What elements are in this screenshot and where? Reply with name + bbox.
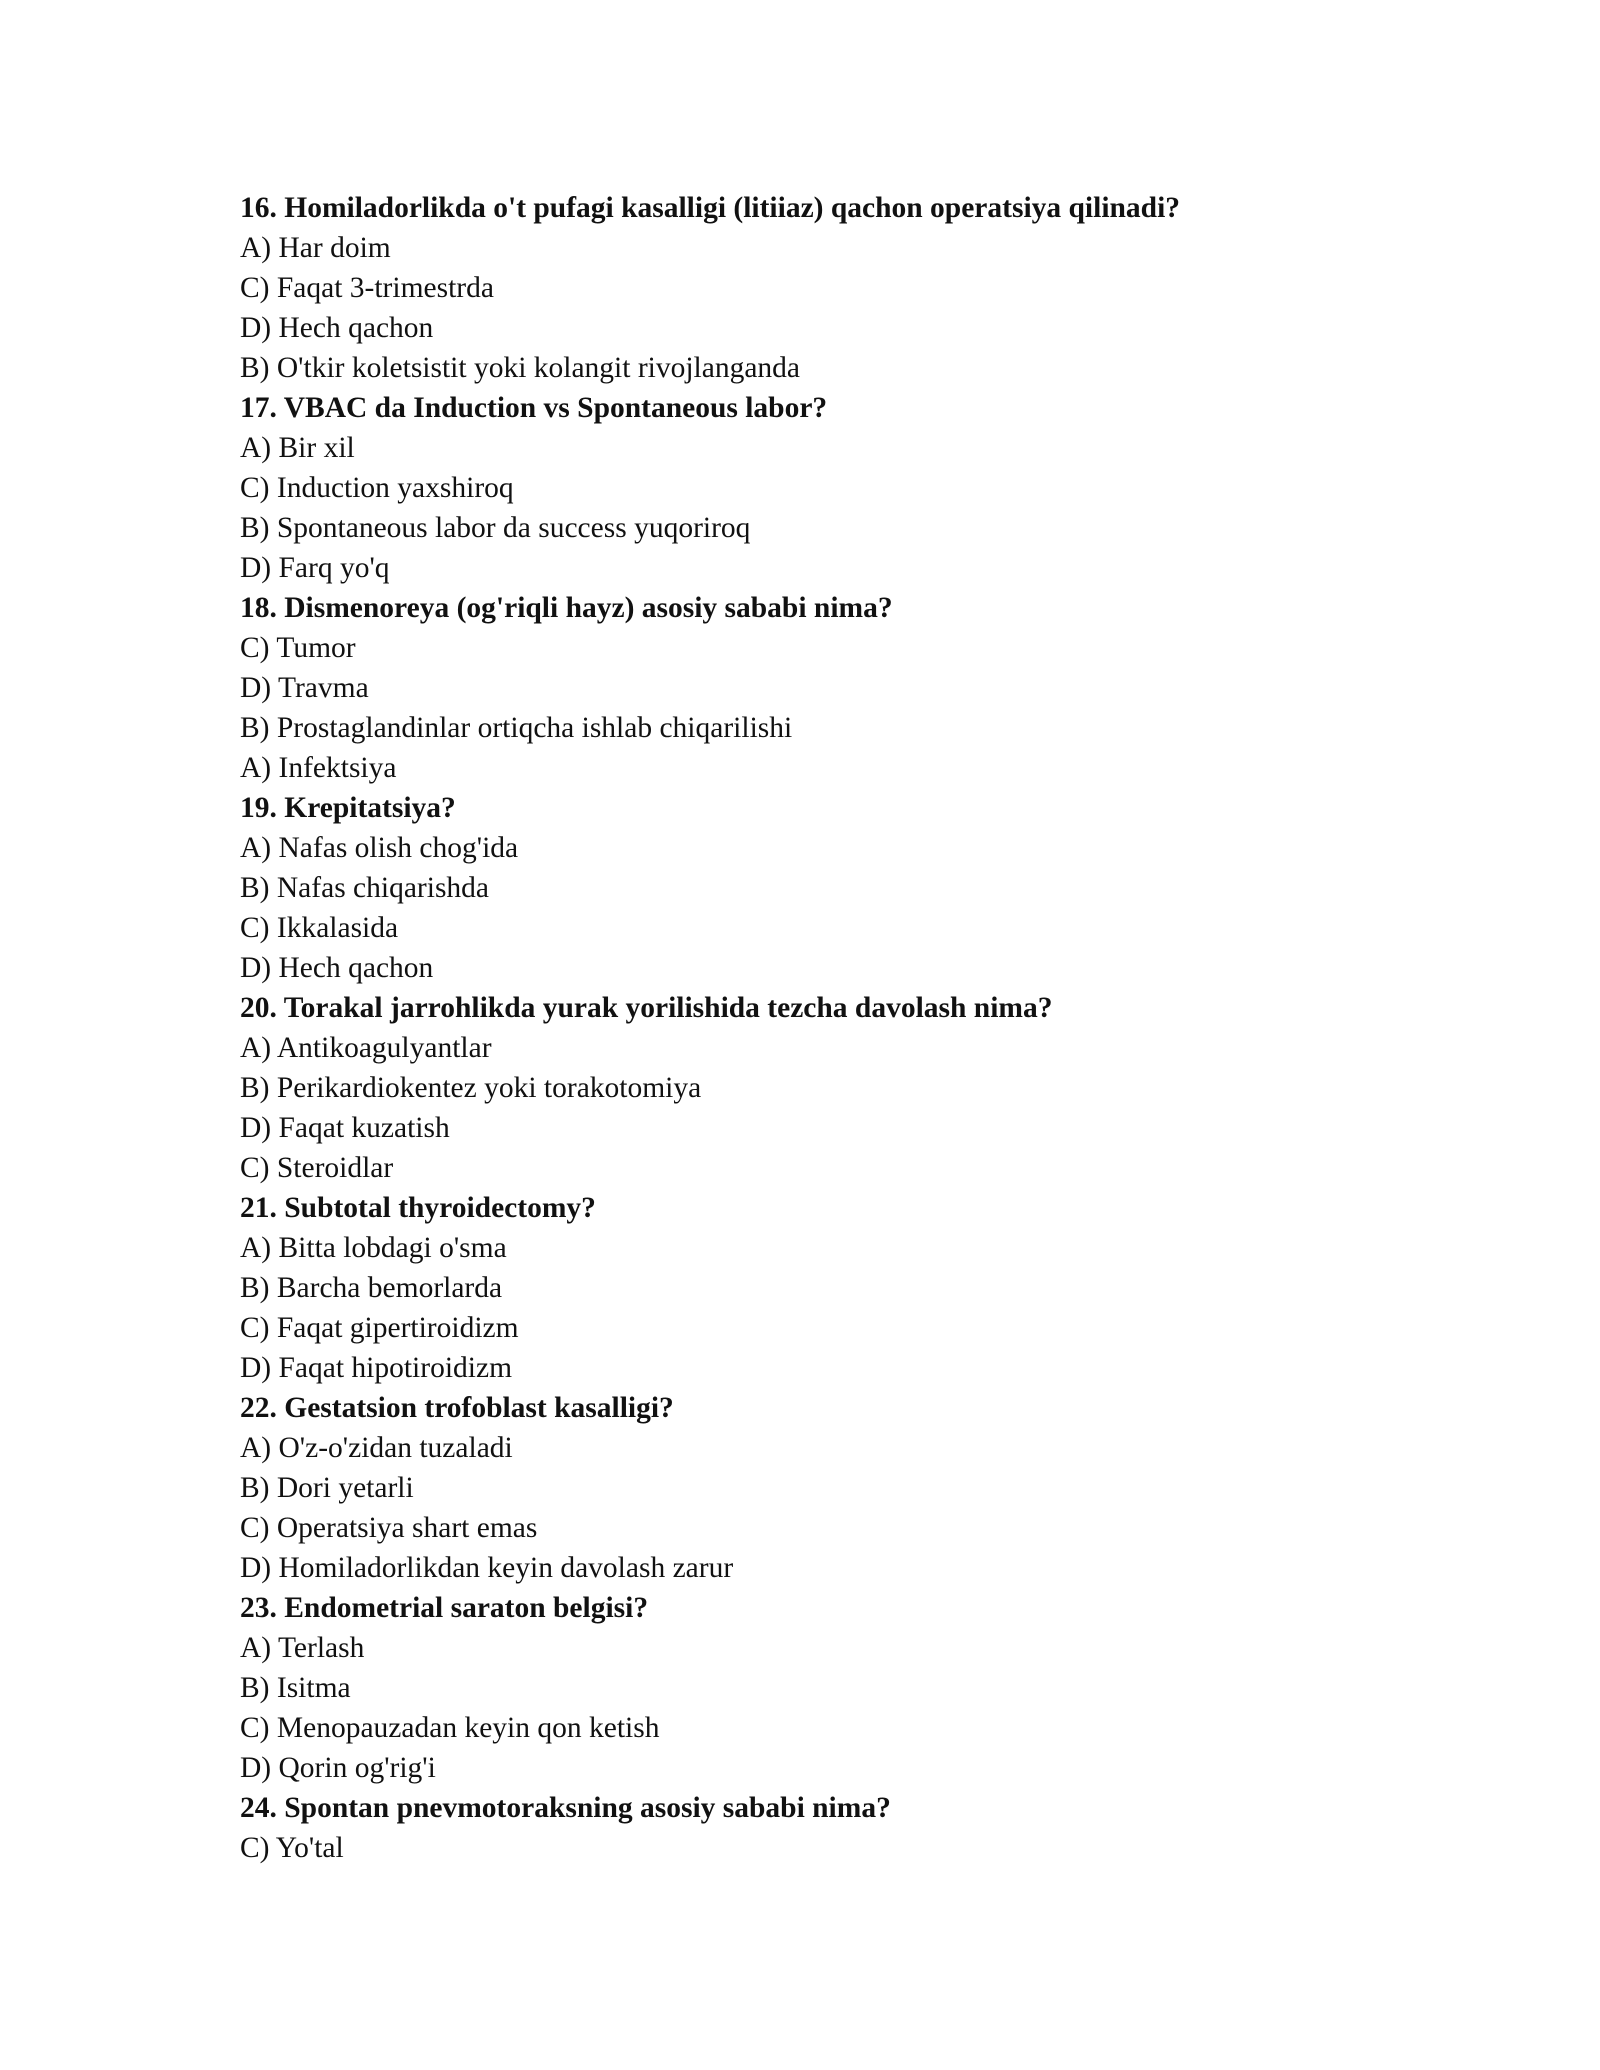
answer-option: A) Terlash xyxy=(240,1632,365,1664)
answer-option: C) Ikkalasida xyxy=(240,912,399,944)
answer-option: C) Faqat gipertiroidizm xyxy=(240,1312,519,1344)
answer-option: D) Faqat kuzatish xyxy=(240,1112,450,1144)
answer-option: B) Barcha bemorlarda xyxy=(240,1272,503,1304)
question-title: 17. VBAC da Induction vs Spontaneous labor? xyxy=(240,392,828,424)
document-page xyxy=(240,188,1440,1868)
answer-option: D) Faqat hipotiroidizm xyxy=(240,1352,513,1384)
answer-option: B) Perikardiokentez yoki torakotomiya xyxy=(240,1072,702,1104)
answer-option: A) Antikoagulyantlar xyxy=(240,1032,492,1064)
question-block-18 xyxy=(240,588,1440,788)
question-title: 24. Spontan pnevmotoraksning asosiy sababi nima? xyxy=(240,1792,891,1824)
answer-option: A) Har doim xyxy=(240,232,391,264)
answer-option: A) Nafas olish chog'ida xyxy=(240,832,519,864)
answer-option: A) Bir xil xyxy=(240,432,355,464)
answer-option: C) Yo'tal xyxy=(240,1832,344,1864)
answer-option: B) O'tkir koletsistit yoki kolangit rivojlanganda xyxy=(240,352,801,384)
question-block-19 xyxy=(240,788,1440,988)
answer-option: D) Qorin og'rig'i xyxy=(240,1752,436,1784)
answer-option: A) O'z-o'zidan tuzaladi xyxy=(240,1432,513,1464)
question-title: 22. Gestatsion trofoblast kasalligi? xyxy=(240,1392,674,1424)
question-title: 23. Endometrial saraton belgisi? xyxy=(240,1592,649,1624)
answer-option: D) Hech qachon xyxy=(240,312,434,344)
answer-option: B) Nafas chiqarishda xyxy=(240,872,490,904)
answer-option: A) Bitta lobdagi o'sma xyxy=(240,1232,507,1264)
answer-option: C) Steroidlar xyxy=(240,1152,394,1184)
question-block-16 xyxy=(240,188,1440,388)
answer-option: C) Tumor xyxy=(240,632,356,664)
answer-option: B) Spontaneous labor da success yuqoriroq xyxy=(240,512,751,544)
answer-option: B) Isitma xyxy=(240,1672,351,1704)
answer-option: B) Prostaglandinlar ortiqcha ishlab chiqarilishi xyxy=(240,712,793,744)
question-block-20 xyxy=(240,988,1440,1188)
answer-option: B) Dori yetarli xyxy=(240,1472,414,1504)
question-block-22 xyxy=(240,1388,1440,1588)
answer-option: C) Operatsiya shart emas xyxy=(240,1512,538,1544)
question-title: 18. Dismenoreya (og'riqli hayz) asosiy sababi nima? xyxy=(240,592,893,624)
answer-option: C) Induction yaxshiroq xyxy=(240,472,514,504)
question-block-17 xyxy=(240,388,1440,588)
answer-option: D) Homiladorlikdan keyin davolash zarur xyxy=(240,1552,734,1584)
answer-option: D) Farq yo'q xyxy=(240,552,390,584)
question-block-21 xyxy=(240,1188,1440,1388)
question-title: 21. Subtotal thyroidectomy? xyxy=(240,1192,596,1224)
answer-option: A) Infektsiya xyxy=(240,752,397,784)
question-block-24 xyxy=(240,1788,1440,1868)
answer-option: D) Hech qachon xyxy=(240,952,434,984)
answer-option: D) Travma xyxy=(240,672,369,704)
question-block-23 xyxy=(240,1588,1440,1788)
question-title: 16. Homiladorlikda o't pufagi kasalligi (litiiaz) qachon operatsiya qilinadi? xyxy=(240,192,1181,224)
answer-option: C) Menopauzadan keyin qon ketish xyxy=(240,1712,660,1744)
question-title: 19. Krepitatsiya? xyxy=(240,792,456,824)
answer-option: C) Faqat 3-trimestrda xyxy=(240,272,494,304)
question-title: 20. Torakal jarrohlikda yurak yorilishida tezcha davolash nima? xyxy=(240,992,1053,1024)
